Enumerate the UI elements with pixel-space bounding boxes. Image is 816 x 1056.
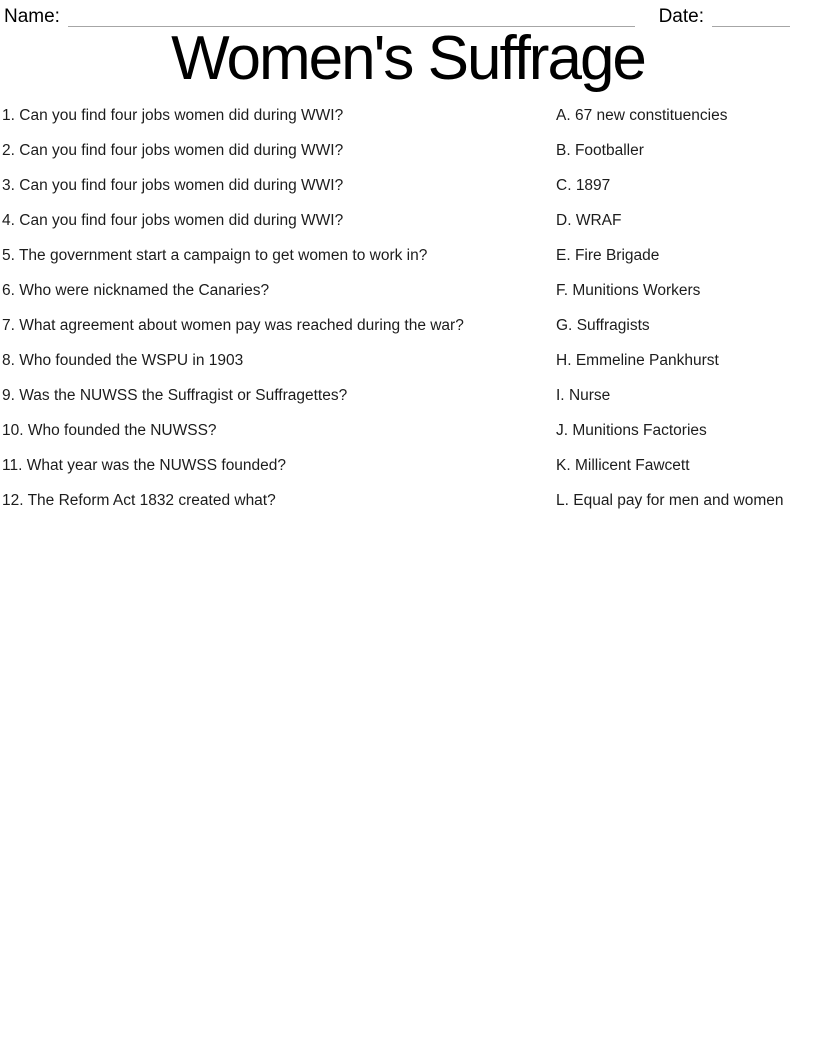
answer-item [556,211,814,230]
answer-letter: B. [556,142,571,159]
question-item [2,176,556,195]
question-number: 6. [2,282,15,299]
name-label: Name: [4,6,60,27]
answer-letter: G. [556,317,573,334]
answer-item [556,246,814,265]
answer-letter: E. [556,247,571,264]
answer-text: 67 new constituencies [574,107,728,124]
worksheet-row [2,211,814,246]
answer-item [556,316,814,335]
answer-text: Millicent Fawcett [574,457,690,474]
answer-letter: K. [556,457,571,474]
question-text: The Reform Act 1832 created what? [27,492,276,509]
answer-letter: L. [556,492,569,509]
worksheet-row [2,316,814,351]
question-number: 11. [2,457,23,474]
answer-text: Munitions Factories [572,422,707,439]
question-number: 8. [2,352,15,369]
question-item [2,456,556,475]
worksheet-row [2,246,814,281]
question-number: 9. [2,387,15,404]
page-title: Women's Suffrage [171,24,645,93]
answer-text: Emmeline Pankhurst [575,352,719,369]
answer-item [556,106,814,125]
worksheet-row [2,386,814,421]
worksheet-row [2,176,814,211]
question-text: Can you find four jobs women did during WWI? [19,212,344,229]
worksheet-row [2,281,814,316]
question-number: 2. [2,142,15,159]
answer-text: 1897 [575,177,611,194]
question-text: What agreement about women pay was reached during the war? [19,317,464,334]
question-text: Can you find four jobs women did during WWI? [19,177,344,194]
question-item [2,211,556,230]
answer-text: WRAF [575,212,622,229]
question-number: 1. [2,107,15,124]
worksheet-row [2,456,814,491]
worksheet-row [2,106,814,141]
question-item [2,491,556,510]
question-number: 10. [2,422,24,439]
question-item [2,281,556,300]
worksheet-row [2,491,814,526]
answer-letter: J. [556,422,569,439]
answer-text: Suffragists [576,317,650,334]
question-text: Who founded the WSPU in 1903 [19,352,244,369]
question-text: Who founded the NUWSS? [27,422,217,439]
question-text: Was the NUWSS the Suffragist or Suffragettes? [19,387,348,404]
answer-letter: H. [556,352,572,369]
answer-item [556,176,814,195]
answer-item [556,421,814,440]
matching-list [2,106,814,526]
answer-text: Fire Brigade [574,247,660,264]
answer-item [556,386,814,405]
question-text: What year was the NUWSS founded? [26,457,287,474]
question-item [2,316,556,335]
answer-letter: A. [556,107,571,124]
answer-text: Footballer [574,142,644,159]
date-label: Date: [658,6,704,27]
question-text: Who were nicknamed the Canaries? [19,282,270,299]
question-item [2,246,556,265]
question-number: 5. [2,247,15,264]
answer-item [556,351,814,370]
answer-text: Munitions Workers [572,282,701,299]
question-number: 4. [2,212,15,229]
worksheet-row [2,141,814,176]
answer-item [556,281,814,300]
answer-letter: C. [556,177,572,194]
question-item [2,421,556,440]
answer-letter: F. [556,282,569,299]
answer-item [556,141,814,160]
answer-text: Equal pay for men and women [573,492,784,509]
worksheet-row [2,351,814,386]
question-item [2,386,556,405]
answer-text: Nurse [568,387,611,404]
answer-item [556,456,814,475]
question-item [2,106,556,125]
question-text: Can you find four jobs women did during WWI? [19,142,344,159]
worksheet-row [2,421,814,456]
question-number: 3. [2,177,15,194]
question-item [2,351,556,370]
question-item [2,141,556,160]
answer-letter: I. [556,387,565,404]
answer-item [556,491,814,510]
question-text: Can you find four jobs women did during WWI? [19,107,344,124]
question-number: 7. [2,317,15,334]
question-text: The government start a campaign to get women to work in? [18,247,428,264]
answer-letter: D. [556,212,572,229]
question-number: 12. [2,492,24,509]
